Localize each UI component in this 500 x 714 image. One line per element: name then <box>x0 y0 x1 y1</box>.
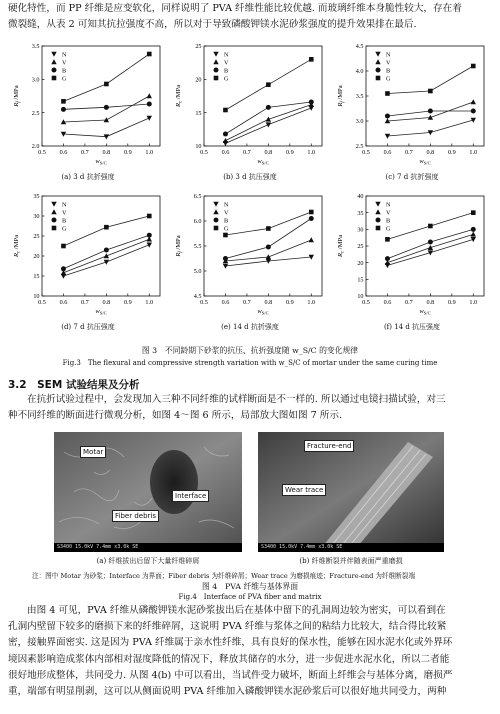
sem-intro-paragraph <box>8 392 492 424</box>
legend-marker-G <box>376 226 381 231</box>
data-point-G <box>147 214 152 219</box>
legend-label-B: B <box>62 67 67 75</box>
text-line: 微裂缝，从表 2 可知其抗拉强度不高，所以对于导致磷酸钾镁水泥砂浆强度的提升效果排在最后. <box>8 19 417 31</box>
fiber-hole <box>150 450 198 514</box>
x-tick-label: 0.8 <box>264 299 273 306</box>
section-heading: 3.2 SEM 试验结果及分析 <box>8 379 140 391</box>
legend-label-N: N <box>386 201 391 209</box>
y-axis-subscript: f <box>340 101 346 103</box>
y-tick-label: 20 <box>33 253 40 261</box>
x-tick-label: 0.9 <box>123 299 132 306</box>
x-tick-label: 0.7 <box>243 299 251 306</box>
data-point-B <box>471 109 476 114</box>
x-tick-label: 0.5 <box>362 299 370 306</box>
text-line: 孔洞内壁留下较多的磨损下来的纤维碎屑，这说明 PVA 纤维与浆体之间的粘结力比较大，结合得比较紧 <box>8 621 447 633</box>
text-line: 在抗折试验过程中，会发现加入三种不同纤维的试样断面是不一样的. 所以通过电镜扫描试验，对三 <box>27 394 446 405</box>
x-axis-label: $w_{S/C}$ <box>257 158 269 166</box>
data-point-G <box>266 82 271 87</box>
x-tick-label: 0.6 <box>383 149 392 156</box>
legend-label-G: G <box>386 225 391 233</box>
data-point-G <box>223 233 228 238</box>
x-axis-subscript: S/C <box>423 160 431 166</box>
legend-marker-N <box>375 52 380 57</box>
plot-frame <box>204 196 322 296</box>
legend-marker-G <box>52 76 57 81</box>
chart-e-caption: (e) 14 d 抗折强度 <box>221 323 279 331</box>
chart-c-caption: (c) 7 d 抗折强度 <box>385 173 439 181</box>
legend-marker-N <box>375 202 380 207</box>
figure-3-charts <box>0 42 500 342</box>
data-point-B <box>147 233 152 238</box>
text-line: 很好地形成整体，共同受力. 从图 4(b) 中可以看出，当试件受力破坏，断面上纤维会与基体分离，磨损严 <box>8 669 453 681</box>
y-axis-label: $R_c$ /MPa <box>13 234 22 258</box>
legend-marker-V <box>51 59 56 64</box>
x-axis-label: $w_{S/C}$ <box>419 308 431 316</box>
y-tick-label: 2.5 <box>31 109 40 117</box>
legend-label-B: B <box>224 67 229 75</box>
data-point-V <box>471 232 476 237</box>
x-tick-label: 0.7 <box>405 299 413 306</box>
x-tick-label: 0.6 <box>221 299 230 306</box>
plot-frame <box>204 46 322 146</box>
data-point-G <box>104 225 109 230</box>
x-tick-label: 0.8 <box>264 149 273 156</box>
x-tick-label: 0.7 <box>81 149 89 156</box>
data-point-G <box>61 99 66 104</box>
data-point-G <box>223 108 228 113</box>
x-tick-label: 0.9 <box>447 149 456 156</box>
legend-marker-G <box>376 76 381 81</box>
y-tick-label: 6.0 <box>193 218 202 226</box>
y-tick-label: 4.0 <box>355 68 364 76</box>
y-axis-subscript: c <box>16 250 22 254</box>
y-axis-subscript: f <box>16 101 22 103</box>
legend-label-V: V <box>386 59 391 67</box>
legend-marker-G <box>214 226 219 231</box>
data-point-V <box>223 138 228 143</box>
legend-label-N: N <box>224 201 229 209</box>
y-tick-label: 2.0 <box>31 143 40 151</box>
x-axis-subscript: S/C <box>261 310 269 316</box>
y-axis-label: $R_f$ /MPa <box>337 85 346 107</box>
x-tick-label: 0.5 <box>38 149 46 156</box>
x-axis-label: $w_{S/C}$ <box>95 308 107 316</box>
legend-label-V: V <box>386 209 391 217</box>
legend-marker-N <box>213 52 218 57</box>
y-axis-unit: /MPa <box>175 235 182 252</box>
legend-label-B: B <box>224 217 229 225</box>
legend-label-V: V <box>224 209 229 217</box>
y-tick-label: 15 <box>33 273 40 281</box>
x-tick-label: 0.5 <box>362 149 370 156</box>
x-tick-label: 0.7 <box>243 149 251 156</box>
x-tick-label: 1.0 <box>469 299 478 306</box>
y-axis-unit: /MPa <box>337 234 344 251</box>
x-tick-label: 0.7 <box>81 299 89 306</box>
x-axis-label: $w_{S/C}$ <box>95 158 107 166</box>
data-point-G <box>385 237 390 242</box>
series-line-G <box>63 216 149 246</box>
text-line: 种不同纤维的断面进行微观分析，如图 4～图 6 所示，局部放大图如图 7 所示. <box>8 410 343 422</box>
text-line: 密，接触界面密实. 这是因为 PVA 纤维属于亲水性纤维，具有良好的保水性，能够在因水泥水化或外界环 <box>8 637 453 649</box>
figure-4-caption-cn: 图 4 PVA 纤维与基体界面 <box>201 582 299 591</box>
x-tick-label: 1.0 <box>307 299 316 306</box>
y-tick-label: 35 <box>33 193 40 201</box>
data-point-B <box>104 105 109 110</box>
series-line-B <box>225 219 311 259</box>
x-tick-label: 0.7 <box>405 149 413 156</box>
chart-c-svg <box>332 42 492 170</box>
legend-marker-B <box>52 68 57 73</box>
figure-4-caption-en: Fig.4 Interface of PVA fiber and matrix <box>178 593 322 601</box>
y-tick-label: 20 <box>195 76 202 84</box>
legend-marker-V <box>375 59 380 64</box>
data-point-B <box>61 107 66 112</box>
sem-info-bar-b: S3400 15.0kV 7.4mm x3.0k SE <box>258 543 444 552</box>
data-point-N <box>147 243 152 248</box>
y-axis-subscript: c <box>178 100 184 104</box>
data-point-G <box>266 226 271 231</box>
legend-marker-N <box>213 202 218 207</box>
data-point-B <box>471 227 476 232</box>
data-point-B <box>428 240 433 245</box>
y-tick-label: 15 <box>357 276 364 284</box>
data-point-G <box>471 210 476 215</box>
figure-4b-caption: (b) 纤维断裂并伴随表面严重磨损 <box>299 557 403 565</box>
y-tick-label: 25 <box>357 243 364 251</box>
legend-marker-B <box>214 68 219 73</box>
data-point-V <box>309 237 314 242</box>
chart-b <box>170 42 330 181</box>
data-point-N <box>147 116 152 121</box>
text-line: 硬化特性，而 PP 纤维是应变软化，同样说明了 PVA 纤维性能比较优越. 而玻璃纤维本身脆性较大，存在着 <box>8 3 462 14</box>
legend-marker-G <box>214 76 219 81</box>
data-point-G <box>61 244 66 249</box>
y-tick-label: 2.5 <box>355 143 364 151</box>
intro-paragraph <box>8 1 492 33</box>
data-point-B <box>428 109 433 114</box>
y-axis-unit: /MPa <box>13 85 20 102</box>
data-point-G <box>385 91 390 96</box>
y-tick-label: 6.5 <box>193 193 202 201</box>
data-point-B <box>385 114 390 119</box>
label-fracture-end: Fracture-end <box>304 440 354 452</box>
legend-label-G: G <box>62 225 67 233</box>
data-point-B <box>309 100 314 105</box>
text-line: 由图 4 可见，PVA 纤维从磷酸钾镁水泥砂浆拔出后在基体中留下的孔洞周边较为密实，可以看到在 <box>27 605 446 616</box>
data-point-V <box>104 253 109 258</box>
y-tick-label: 4.5 <box>193 293 202 301</box>
x-axis-label: $w_{S/C}$ <box>419 158 431 166</box>
data-point-V <box>147 93 152 98</box>
y-tick-label: 30 <box>357 226 364 234</box>
text-line: 境因素影响造成浆体内部相对湿度降低的情况下，释放其储存的水分，进一步促进水泥水化，所以二者能 <box>8 653 450 665</box>
y-tick-label: 4.5 <box>355 43 364 51</box>
x-axis-subscript: S/C <box>99 160 107 166</box>
x-tick-label: 1.0 <box>145 299 154 306</box>
y-tick-label: 10 <box>357 293 364 301</box>
plot-frame <box>366 46 484 146</box>
data-point-G <box>147 52 152 57</box>
series-line-G <box>63 54 149 101</box>
y-axis-unit: /MPa <box>13 234 20 251</box>
x-tick-label: 0.6 <box>59 299 68 306</box>
data-point-B <box>223 256 228 261</box>
legend-marker-V <box>213 209 218 214</box>
text-line: 重，端部有明显削剥，这可以从侧面说明 PVA 纤维加入磷酸钾镁水泥砂浆后可以很好地共同受力，两种 <box>8 686 447 698</box>
legend-marker-V <box>213 59 218 64</box>
legend-label-V: V <box>62 209 67 217</box>
data-point-G <box>428 224 433 229</box>
x-tick-label: 0.6 <box>59 149 68 156</box>
legend-label-B: B <box>62 217 67 225</box>
y-axis-unit: /MPa <box>337 85 344 102</box>
sem-image-a <box>54 432 242 552</box>
legend-label-N: N <box>386 51 391 59</box>
chart-b-caption: (b) 3 d 抗压强度 <box>223 173 277 181</box>
chart-a <box>8 42 168 181</box>
data-point-N <box>385 134 390 139</box>
x-tick-label: 0.6 <box>221 149 230 156</box>
legend-label-G: G <box>224 225 229 233</box>
x-tick-label: 0.6 <box>383 299 392 306</box>
data-point-B <box>266 245 271 250</box>
chart-e-svg <box>170 192 330 320</box>
legend-marker-V <box>375 209 380 214</box>
x-axis-subscript: S/C <box>423 310 431 316</box>
x-axis-label: $w_{S/C}$ <box>257 308 269 316</box>
label-interface: Interface <box>172 490 209 502</box>
plot-frame <box>42 46 160 146</box>
legend-marker-G <box>52 226 57 231</box>
data-point-G <box>104 82 109 87</box>
legend-label-B: B <box>386 67 391 75</box>
y-tick-label: 40 <box>357 193 364 201</box>
x-tick-label: 1.0 <box>307 149 316 156</box>
analysis-paragraph <box>8 603 492 700</box>
y-tick-label: 25 <box>195 43 202 51</box>
x-tick-label: 0.8 <box>426 299 435 306</box>
data-point-N <box>266 122 271 127</box>
y-tick-label: 20 <box>357 259 364 267</box>
y-tick-label: 30 <box>33 213 40 221</box>
data-point-B <box>309 216 314 221</box>
chart-d-svg <box>8 192 168 320</box>
data-point-G <box>309 210 314 215</box>
legend-marker-V <box>51 209 56 214</box>
x-tick-label: 0.8 <box>426 149 435 156</box>
data-point-G <box>471 64 476 69</box>
data-point-B <box>104 248 109 253</box>
chart-d-caption: (d) 7 d 抗压强度 <box>61 323 115 331</box>
y-tick-label: 15 <box>195 109 202 117</box>
legend-marker-B <box>52 218 57 223</box>
data-point-B <box>223 132 228 137</box>
legend-label-G: G <box>386 75 391 83</box>
chart-b-svg <box>170 42 330 170</box>
chart-e <box>170 192 330 331</box>
x-tick-label: 1.0 <box>145 149 154 156</box>
figure-4a-caption: (a) 纤维拔出后留下大量纤维碎屑 <box>96 557 200 565</box>
data-point-B <box>266 105 271 110</box>
x-tick-label: 0.5 <box>200 149 208 156</box>
y-axis-label: $R_f$ /MPa <box>175 235 184 257</box>
data-point-V <box>266 254 271 259</box>
x-axis-subscript: S/C <box>99 310 107 316</box>
legend-label-G: G <box>224 75 229 83</box>
figure-4-note: 注：图中 Motar 为砂浆；Interface 为界面；Fiber debris 为纤维碎屑；Wear trace 为磨损痕迹；Fracture-end 为纤维断裂端 <box>32 572 415 580</box>
y-axis-subscript: c <box>340 250 346 254</box>
y-tick-label: 3.0 <box>31 76 40 84</box>
sem-info-bar-a: S3400 15.0kV 7.4mm x3.0k SE <box>54 543 242 552</box>
legend-label-V: V <box>62 59 67 67</box>
series-line-G <box>225 212 311 235</box>
y-axis-label: $R_c$ /MPa <box>337 234 346 258</box>
legend-label-N: N <box>62 51 67 59</box>
chart-c <box>332 42 492 181</box>
legend-label-G: G <box>62 75 67 83</box>
x-tick-label: 0.9 <box>123 149 132 156</box>
x-tick-label: 0.8 <box>102 149 111 156</box>
y-axis-unit: /MPa <box>175 84 182 101</box>
x-tick-label: 0.9 <box>285 149 294 156</box>
data-point-G <box>428 89 433 94</box>
chart-f <box>332 192 492 331</box>
legend-label-B: B <box>386 217 391 225</box>
y-axis-label: $R_f$ /MPa <box>13 85 22 107</box>
plot-frame <box>366 196 484 296</box>
data-point-V <box>428 115 433 120</box>
data-point-N <box>223 264 228 269</box>
chart-f-svg <box>332 192 492 320</box>
figure-3-caption-en: Fig.3 The flexural and compressive strength variation with w_S/C of mortar under the same curing time <box>62 359 438 367</box>
y-tick-label: 10 <box>33 293 40 301</box>
x-tick-label: 0.8 <box>102 299 111 306</box>
legend-label-N: N <box>62 201 67 209</box>
label-wear-trace: Wear trace <box>282 484 326 496</box>
legend-label-N: N <box>224 51 229 59</box>
legend-marker-B <box>376 68 381 73</box>
sem-image-b <box>258 432 444 552</box>
legend-marker-N <box>51 52 56 57</box>
legend-marker-N <box>51 202 56 207</box>
x-tick-label: 0.5 <box>200 299 208 306</box>
chart-d <box>8 192 168 331</box>
y-tick-label: 3.5 <box>31 43 40 51</box>
y-tick-label: 10 <box>195 143 202 151</box>
x-tick-label: 0.9 <box>285 299 294 306</box>
legend-marker-B <box>214 218 219 223</box>
label-motar: Motar <box>80 446 106 458</box>
data-point-V <box>471 99 476 104</box>
x-axis-subscript: S/C <box>261 160 269 166</box>
y-tick-label: 3.5 <box>355 93 364 101</box>
y-axis-label: $R_c$ /MPa <box>175 84 184 108</box>
chart-f-caption: (f) 14 d 抗压强度 <box>383 323 441 331</box>
data-point-B <box>61 266 66 271</box>
y-tick-label: 5.5 <box>193 243 202 251</box>
data-point-B <box>147 102 152 107</box>
y-tick-label: 25 <box>33 233 40 241</box>
data-point-G <box>309 57 314 62</box>
y-tick-label: 3.0 <box>355 118 364 126</box>
y-axis-subscript: f <box>178 251 184 253</box>
x-tick-label: 1.0 <box>469 149 478 156</box>
y-tick-label: 5.0 <box>193 268 202 276</box>
label-fiber-debris: Fiber debris <box>112 510 159 522</box>
x-tick-label: 0.5 <box>38 299 46 306</box>
chart-a-caption: (a) 3 d 抗折强度 <box>61 173 115 181</box>
legend-label-V: V <box>224 59 229 67</box>
chart-a-svg <box>8 42 168 170</box>
figure-3-caption-cn: 图 3 不同龄期下砂浆的抗压、抗折强度随 w_S/C 的变化规律 <box>141 346 359 355</box>
legend-marker-B <box>376 218 381 223</box>
data-point-B <box>385 256 390 261</box>
plot-frame <box>42 196 160 296</box>
y-tick-label: 35 <box>357 209 364 217</box>
x-tick-label: 0.9 <box>447 299 456 306</box>
